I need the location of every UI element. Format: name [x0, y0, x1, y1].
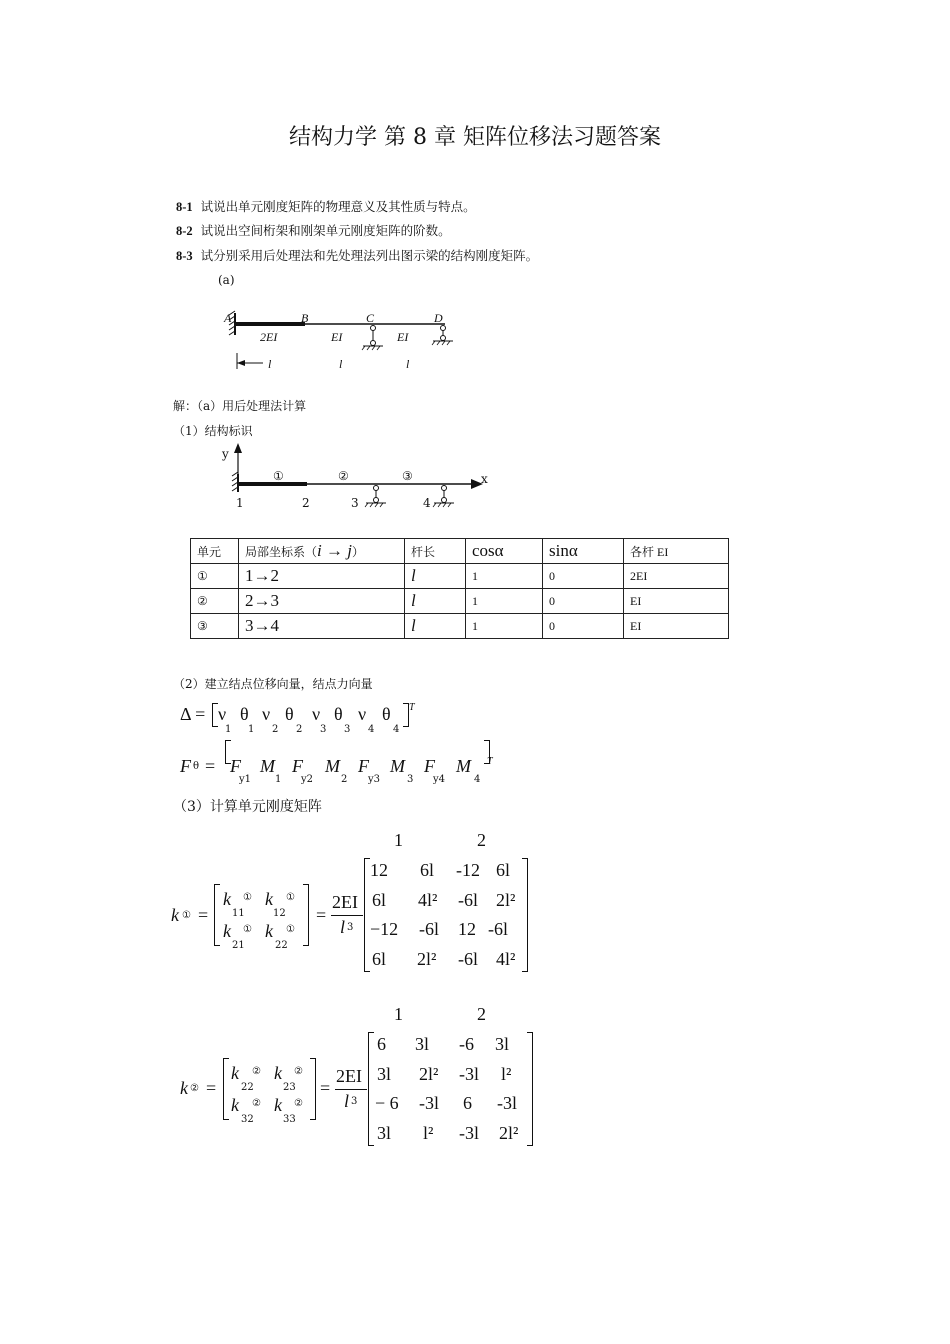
block-k: k: [265, 921, 273, 941]
delta-sub: 2: [272, 724, 279, 735]
matrix-cell: -3l: [419, 1093, 439, 1113]
element-label: ③: [402, 469, 413, 483]
cell-cos: 1: [466, 564, 543, 589]
length-label: l: [268, 357, 272, 371]
delta-sub: 3: [344, 724, 351, 735]
force-entry: F: [230, 756, 241, 776]
header-cos: cosα: [466, 539, 543, 564]
block-k: k: [231, 1063, 239, 1083]
force-sub: 4: [474, 774, 481, 785]
matrix-cell: 3l: [495, 1034, 510, 1054]
block-k: k: [223, 921, 231, 941]
force-sub: y3: [368, 774, 381, 785]
question-text: 试说出单元刚度矩阵的物理意义及其性质与特点。: [200, 199, 476, 214]
factor-den: l: [344, 1091, 350, 1111]
factor-exp: 3: [351, 1096, 358, 1107]
step-1-heading: （1）结构标识: [173, 424, 253, 438]
stiffness-label: EI: [397, 330, 409, 344]
matrix-mark: ①: [182, 910, 191, 921]
matrix-eq: =: [206, 1078, 217, 1098]
force-sub: 3: [407, 774, 414, 785]
matrix-cell: 6: [463, 1093, 472, 1113]
block-sub: 22: [241, 1082, 254, 1093]
matrix-cell: 12: [370, 860, 388, 880]
cell-sin: 0: [543, 614, 624, 639]
matrix-cell: 2l²: [417, 949, 437, 969]
table-row: [191, 589, 729, 614]
cell-cos: 1: [466, 614, 543, 639]
block-mark: ①: [243, 892, 252, 903]
delta-entry: ν: [262, 704, 271, 724]
question-number: 8-2: [176, 224, 193, 238]
question-text: 试分别采用后处理法和先处理法列出图示梁的结构刚度矩阵。: [200, 248, 539, 263]
force-sub: 2: [341, 774, 348, 785]
cell-unit: ①: [191, 564, 239, 589]
block-mark: ②: [252, 1098, 261, 1109]
force-entry: M: [390, 756, 405, 776]
question-8-1: [176, 197, 476, 215]
matrix-cell: -6l: [458, 949, 478, 969]
block-sub: 22: [275, 940, 288, 951]
element-label: ②: [338, 469, 349, 483]
table-header-row: [191, 539, 729, 564]
bracket: [527, 1032, 533, 1146]
cell-length: l: [405, 589, 466, 614]
stiffness-label: EI: [331, 330, 343, 344]
bracket: [214, 884, 220, 946]
delta-entry: θ: [334, 704, 343, 724]
block-k: k: [223, 889, 231, 909]
node-label-B: B: [301, 311, 309, 325]
force-entry: F: [424, 756, 435, 776]
force-eq: =: [205, 756, 216, 776]
bracket: [522, 858, 528, 972]
block-sub: 32: [241, 1114, 254, 1125]
cell-ij: 1→2: [239, 564, 405, 589]
force-entry: F: [358, 756, 369, 776]
bracket: [310, 1058, 316, 1120]
factor-exp: 3: [347, 922, 354, 933]
cell-sin: 0: [543, 564, 624, 589]
block-k: k: [274, 1095, 282, 1115]
force-entry: M: [260, 756, 275, 776]
col-label: 2: [477, 1004, 486, 1024]
matrix-name: k: [171, 905, 179, 925]
matrix-cell: l²: [501, 1064, 512, 1084]
block-sub: 11: [232, 908, 245, 919]
table-row: [191, 614, 729, 639]
cell-ei: EI: [624, 614, 729, 639]
matrix-cell: 12: [458, 919, 476, 939]
delta-transpose: T: [409, 702, 415, 713]
delta-label: Δ =: [180, 704, 206, 724]
force-sub: y4: [433, 774, 446, 785]
node-number: 2: [302, 496, 310, 510]
cell-length: l: [405, 564, 466, 589]
header-length: 杆长: [405, 539, 466, 564]
matrix-cell: 6l: [372, 890, 387, 910]
page-title: 结构力学 第 8 章 矩阵位移法习题答案: [289, 125, 661, 150]
matrix-cell: -6l: [458, 890, 478, 910]
node-number: 3: [351, 496, 359, 510]
matrix-cell: −12: [370, 919, 399, 939]
question-number: 8-1: [176, 200, 193, 214]
matrix-cell: -3l: [459, 1123, 479, 1143]
matrix-eq: =: [316, 905, 327, 925]
step-3-heading: （3）计算单元刚度矩阵: [173, 799, 322, 815]
block-mark: ①: [286, 924, 295, 935]
matrix-cell: 4l²: [496, 949, 516, 969]
block-k: k: [265, 889, 273, 909]
matrix-cell: -3l: [459, 1064, 479, 1084]
delta-entry: θ: [240, 704, 249, 724]
block-mark: ②: [252, 1066, 261, 1077]
header-sin: sinα: [543, 539, 624, 564]
matrix-cell: 2l²: [499, 1123, 519, 1143]
element-label: ①: [273, 469, 284, 483]
matrix-cell: -6l: [488, 919, 508, 939]
block-mark: ②: [294, 1098, 303, 1109]
matrix-cell: 6: [377, 1034, 386, 1054]
header-unit: 单元: [191, 539, 239, 564]
structure-figure: [215, 440, 505, 520]
matrix-name: k: [180, 1078, 188, 1098]
cell-ij: 2→3: [239, 589, 405, 614]
matrix-cell: -6: [459, 1034, 474, 1054]
cell-ei: 2EI: [624, 564, 729, 589]
question-8-3: [176, 246, 538, 264]
bracket: [303, 884, 309, 946]
element-table: [190, 538, 729, 639]
block-sub: 33: [283, 1114, 296, 1125]
matrix-cell: 6l: [420, 860, 435, 880]
bracket: [223, 1058, 229, 1120]
delta-entry: θ: [285, 704, 294, 724]
delta-sub: 4: [393, 724, 400, 735]
cell-sin: 0: [543, 589, 624, 614]
matrix-cell: 3l: [415, 1034, 430, 1054]
length-label: l: [339, 357, 343, 371]
factor-den: l: [340, 917, 346, 937]
figure-a-label: (a): [218, 273, 235, 287]
matrix-cell: 2l²: [496, 890, 516, 910]
delta-entry: θ: [382, 704, 391, 724]
node-label-D: D: [434, 311, 443, 325]
matrix-cell: 6l: [496, 860, 511, 880]
matrix-cell: -3l: [497, 1093, 517, 1113]
col-label: 1: [394, 1004, 403, 1024]
header-ei: 各杆 EI: [624, 539, 729, 564]
delta-sub: 1: [225, 724, 232, 735]
col-label: 2: [477, 830, 486, 850]
delta-entry: ν: [312, 704, 321, 724]
matrix-cell: 3l: [377, 1064, 392, 1084]
force-entry: F: [292, 756, 303, 776]
matrix-cell: -6l: [419, 919, 439, 939]
matrix-cell: − 6: [375, 1093, 399, 1113]
block-sub: 21: [232, 940, 245, 951]
force-entry: M: [456, 756, 471, 776]
factor-num: 2EI: [336, 1066, 362, 1086]
matrix-cell: 6l: [372, 949, 387, 969]
cell-ei: EI: [624, 589, 729, 614]
force-transpose: T: [487, 756, 493, 767]
cell-unit: ②: [191, 589, 239, 614]
force-sub: θ: [193, 761, 200, 772]
node-label-C: C: [366, 311, 375, 325]
cell-ij: 3→4: [239, 614, 405, 639]
delta-sub: 4: [368, 724, 375, 735]
delta-entry: ν: [218, 704, 227, 724]
fraction-bar: [335, 1089, 367, 1090]
node-number: 1: [236, 496, 244, 510]
matrix-eq: =: [320, 1078, 331, 1098]
question-number: 8-3: [176, 249, 193, 263]
block-sub: 23: [283, 1082, 296, 1093]
cell-unit: ③: [191, 614, 239, 639]
matrix-cell: -12: [456, 860, 480, 880]
step-2-heading: （2）建立结点位移向量，结点力向量: [173, 677, 373, 691]
table-row: [191, 564, 729, 589]
delta-sub: 1: [248, 724, 255, 735]
col-label: 1: [394, 830, 403, 850]
question-text: 试说出空间桁架和刚架单元刚度矩阵的阶数。: [200, 223, 451, 238]
factor-num: 2EI: [332, 892, 358, 912]
cell-cos: 1: [466, 589, 543, 614]
cell-length: l: [405, 614, 466, 639]
bracket: [368, 1032, 374, 1146]
matrix-eq: =: [198, 905, 209, 925]
matrix-cell: 2l²: [419, 1064, 439, 1084]
block-k: k: [274, 1063, 282, 1083]
solution-intro: 解：（a）用后处理法计算: [173, 399, 307, 413]
matrix-cell: l²: [423, 1123, 434, 1143]
node-number: 4: [423, 496, 431, 510]
matrix-cell: 4l²: [418, 890, 438, 910]
force-entry: M: [325, 756, 340, 776]
block-mark: ①: [286, 892, 295, 903]
block-mark: ①: [243, 924, 252, 935]
delta-sub: 3: [320, 724, 327, 735]
length-label: l: [406, 357, 410, 371]
matrix-cell: 3l: [377, 1123, 392, 1143]
fraction-bar: [331, 915, 363, 916]
delta-sub: 2: [296, 724, 303, 735]
block-mark: ②: [294, 1066, 303, 1077]
force-sub: 1: [275, 774, 282, 785]
stiffness-label: 2EI: [260, 330, 278, 344]
block-k: k: [231, 1095, 239, 1115]
question-8-2: [176, 221, 451, 239]
axis-x-label: x: [481, 472, 488, 486]
axis-y-label: y: [222, 447, 229, 461]
block-sub: 12: [273, 908, 286, 919]
delta-entry: ν: [358, 704, 367, 724]
matrix-mark: ②: [190, 1083, 199, 1094]
force-label: F: [180, 756, 191, 776]
force-sub: y2: [301, 774, 314, 785]
force-sub: y1: [239, 774, 252, 785]
header-local-coords: 局部坐标系（i → j）: [239, 539, 405, 564]
node-label-A: A: [224, 311, 232, 325]
